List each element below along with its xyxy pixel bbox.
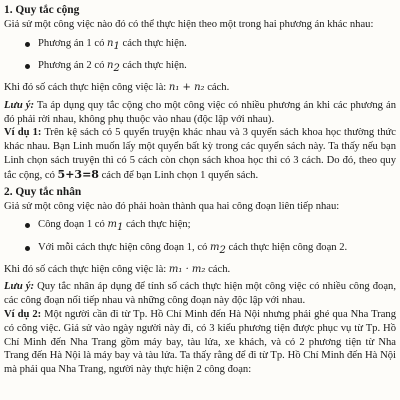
multiplication-bullets bbox=[4, 218, 396, 257]
section-title-addition-rule: 1. Quy tắc cộng bbox=[4, 4, 80, 16]
multiplication-result: Khi đó số cách thực hiện công việc là: m₁ · m₂ cách. bbox=[4, 263, 231, 275]
addition-result: Khi đó số cách thực hiện công việc là: n₁ + n₂ cách. bbox=[4, 82, 230, 94]
example-1: Ví dụ 1: Trên kệ sách có 5 quyển truyện khác nhau và 3 quyển sách khoa học thường thức khác nhau. Bạn Linh muốn lấy một quyển bất kỳ trong các quyển sách này. Ta thấy nếu bạn Linh chọn sách truyện thì có 5 cách còn chọn sách khoa học thì có 3 cách. Do đó, theo quy tắc cộng, có 5+3=8 cách để bạn Linh chọn 1 quyển sách. bbox=[4, 127, 396, 181]
addition-bullet-1: Phương án 1 có $n_1$ cách thực hiện. bbox=[4, 37, 396, 54]
addition-bullet-2: Phương án 2 có $n_2$ cách thực hiện. bbox=[4, 59, 396, 76]
example-2: Ví dụ 2: Một người cần đi từ Tp. Hồ Chí Minh đến Hà Nội nhưng phải ghé qua Nha Trang có công việc. Giả sử vào ngày người này đi, có 3 kiểu phương tiện được phục vụ từ Tp. Hồ Chí Minh đến Nha Trang gồm máy bay, tàu lửa, xe khách, và có 2 phương tiện từ Nha Trang đến Hà Nội là máy bay và tàu lửa. Ta thấy rằng để đi từ Tp. Hồ Chí Minh đến Hà Nội mà phải qua Nha Trang, người này thực hiện 2 công đoạn: bbox=[4, 309, 397, 376]
multiplication-note: Lưu ý: Quy tắc nhân áp dụng để tính số cách thực hiện một công việc có nhiều công đoạn, các công đoạn nối tiếp nhau và những công đoạn này độc lập với nhau. bbox=[4, 281, 396, 307]
addition-intro: Giả sử một công việc nào đó có thể thực hiện theo một trong hai phương án khác nhau: bbox=[4, 19, 374, 30]
multiplication-intro: Giả sử một công việc nào đó phải hoàn thành qua hai công đoạn liên tiếp nhau: bbox=[4, 200, 340, 212]
addition-note: Lưu ý: Ta áp dụng quy tắc cộng cho một công việc có nhiều phương án khi các phương án đó phải rời nhau, không phụ thuộc vào nhau (độc lập với nhau). bbox=[4, 99, 396, 125]
section-title-multiplication-rule: 2. Quy tắc nhân bbox=[4, 185, 82, 198]
multiplication-bullet-1: Công đoạn 1 có $m_1$ cách thực hiện; bbox=[4, 218, 396, 235]
addition-bullets bbox=[4, 37, 396, 76]
multiplication-bullet-2: Với mỗi cách thực hiện công đoạn 1, có $m_2$ cách thực hiện công đoạn 2. bbox=[4, 241, 396, 258]
